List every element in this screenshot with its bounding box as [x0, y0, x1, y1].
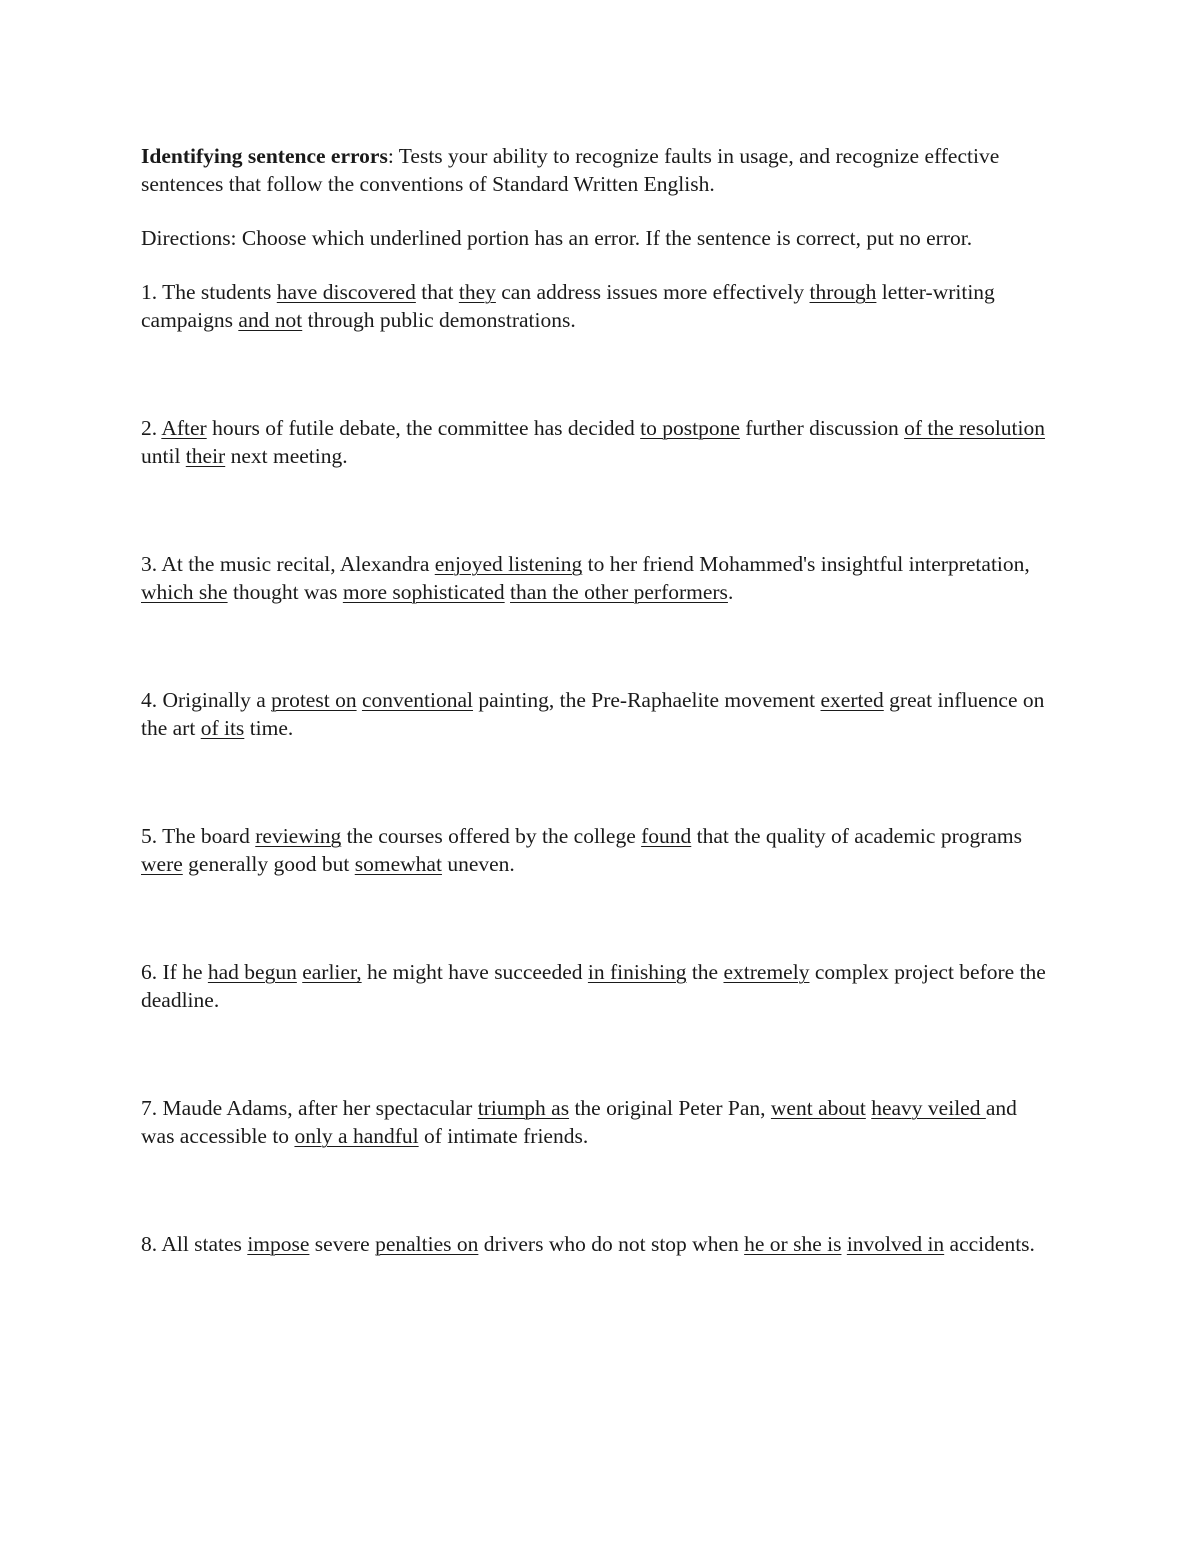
underlined-portion: to postpone [640, 416, 740, 440]
sentence-text: the [686, 960, 724, 984]
underlined-portion: had begun [207, 960, 297, 984]
underlined-portion: through [809, 280, 877, 304]
sentence-text: painting, the Pre-Raphaelite movement [473, 688, 821, 712]
question-5 [141, 822, 1051, 878]
question-6 [141, 958, 1051, 1014]
sentence-text: . [727, 580, 734, 604]
underlined-portion: After [161, 416, 207, 440]
sentence-text: and was accessible to [141, 1096, 1017, 1148]
sentence-text: through public demonstrations. [302, 308, 576, 332]
sentence-text: 1. The students [141, 280, 277, 304]
sentence-text: to her friend Mohammed's insightful interpretation, [582, 552, 1030, 576]
underlined-portion: of the resolution [904, 416, 1046, 440]
directions-paragraph: Directions: Choose which underlined portion has an error. If the sentence is correct, put no error. [141, 226, 973, 250]
question-1 [141, 278, 1051, 334]
sentence-text: the original Peter Pan, [569, 1096, 771, 1120]
underlined-portion: more sophisticated [342, 580, 505, 604]
sentence-text: 8. All states [141, 1232, 248, 1256]
underlined-portion: were [141, 852, 183, 876]
sentence-text: hours of futile debate, the committee has decided [206, 416, 641, 440]
underlined-portion: extremely [723, 960, 810, 984]
underlined-portion: protest on [271, 688, 357, 712]
underlined-portion: their [185, 444, 226, 468]
sentence-text: generally good but [182, 852, 355, 876]
sentence-text: uneven. [441, 852, 515, 876]
sentence-text: 7. Maude Adams, after her spectacular [141, 1096, 478, 1120]
sentence-text: further discussion [739, 416, 905, 440]
underlined-portion: penalties on [375, 1232, 479, 1256]
sentence-text: of intimate friends. [418, 1124, 589, 1148]
sentence-text: accidents. [944, 1232, 1035, 1256]
underlined-portion: only a handful [294, 1124, 419, 1148]
sentence-text: that [415, 280, 459, 304]
underlined-portion: they [458, 280, 496, 304]
intro-paragraph [141, 142, 1051, 198]
underlined-portion: exerted [820, 688, 884, 712]
intro-text: : Tests your ability to recognize faults in usage, and recognize effective sentences that follow the conventions of Standard Written English. [141, 144, 1000, 196]
underlined-portion: of its [200, 716, 245, 740]
sentence-text: the courses offered by the college [341, 824, 642, 848]
question-4 [141, 686, 1051, 742]
underlined-portion: involved in [846, 1232, 945, 1256]
underlined-portion: found [641, 824, 692, 848]
underlined-portion: earlier, [302, 960, 362, 984]
sentence-text: 5. The board [141, 824, 256, 848]
question-3 [141, 550, 1051, 606]
underlined-portion: conventional [361, 688, 474, 712]
sentence-text: letter-writing campaigns [141, 280, 995, 332]
sentence-text: can address issues more effectively [495, 280, 810, 304]
underlined-portion: heavy veiled [871, 1096, 986, 1120]
sentence-text: he might have succeeded [361, 960, 588, 984]
underlined-portion: somewhat [354, 852, 442, 876]
underlined-portion: he or she is [744, 1232, 842, 1256]
sentence-text: that the quality of academic programs [691, 824, 1023, 848]
underlined-portion: which she [141, 580, 228, 604]
sentence-text: next meeting. [225, 444, 348, 468]
underlined-portion: in finishing [587, 960, 687, 984]
question-8 [141, 1230, 1051, 1258]
question-2 [141, 414, 1051, 470]
underlined-portion: reviewing [255, 824, 342, 848]
question-7 [141, 1094, 1051, 1150]
sentence-text: drivers who do not stop when [478, 1232, 745, 1256]
intro-heading: Identifying sentence errors [141, 144, 388, 168]
sentence-text: 3. At the music recital, Alexandra [141, 552, 435, 576]
underlined-portion: enjoyed listening [434, 552, 583, 576]
underlined-portion: and not [238, 308, 303, 332]
underlined-portion: impose [247, 1232, 310, 1256]
underlined-portion: went about [770, 1096, 866, 1120]
sentence-text: great influence on the art [141, 688, 1045, 740]
sentence-text: severe [309, 1232, 376, 1256]
sentence-text: complex project before the deadline. [141, 960, 1046, 1012]
underlined-portion: triumph as [477, 1096, 570, 1120]
sentence-text: 4. Originally a [141, 688, 272, 712]
sentence-text: thought was [227, 580, 343, 604]
sentence-text: 2. [141, 416, 162, 440]
underlined-portion: than the other performers [510, 580, 728, 604]
sentence-text: until [141, 444, 186, 468]
underlined-portion: have discovered [276, 280, 416, 304]
sentence-text: time. [244, 716, 294, 740]
sentence-text: 6. If he [141, 960, 208, 984]
